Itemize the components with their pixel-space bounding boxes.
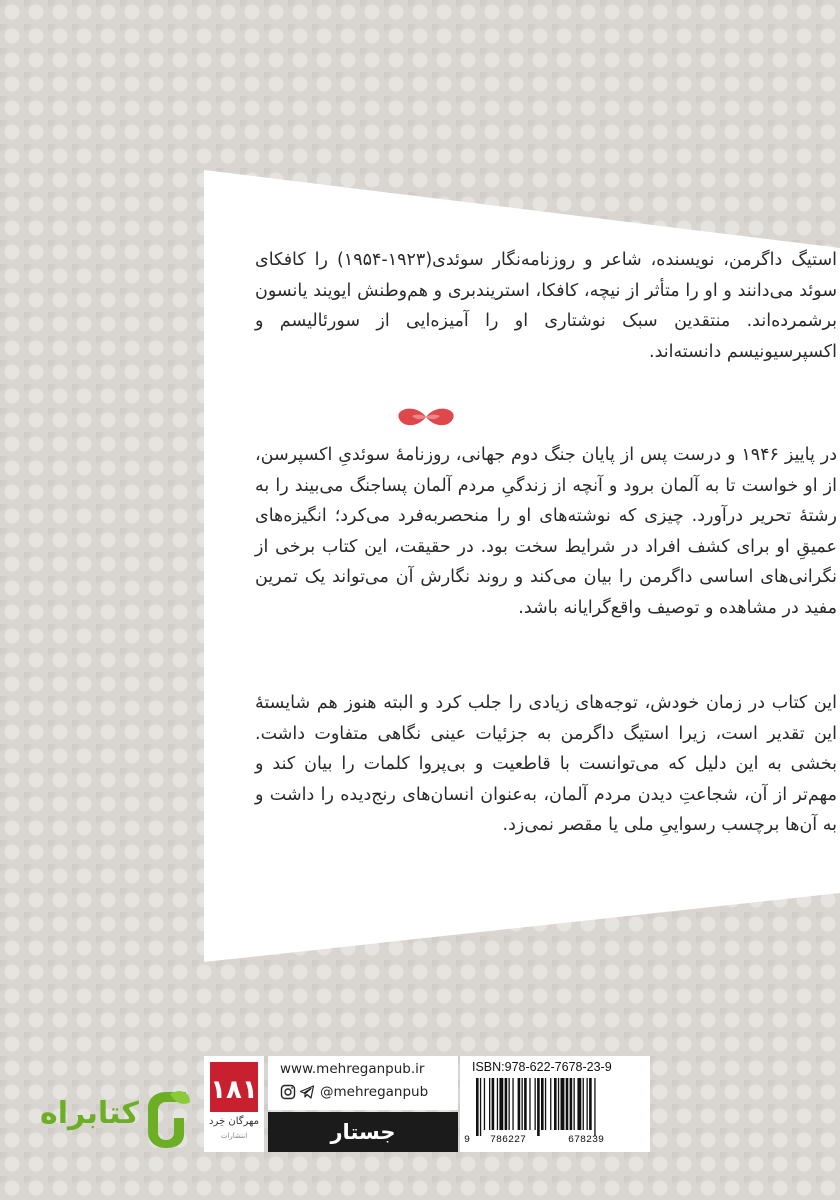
publisher-handle[interactable]: @mehreganpub bbox=[320, 1084, 429, 1100]
publisher-logo-name: مهرگان خِرد bbox=[209, 1116, 259, 1127]
instagram-icon[interactable] bbox=[280, 1084, 296, 1100]
ketabrah-wordmark: کتابراه bbox=[40, 1096, 139, 1131]
social-links-row bbox=[280, 1084, 428, 1100]
ketabrah-leaf-icon bbox=[140, 1088, 192, 1148]
mehregan-logo-mark-icon bbox=[210, 1062, 258, 1112]
publisher-logo-subtitle: انتشارات bbox=[220, 1132, 248, 1140]
barcode-lead-digit: 9 bbox=[464, 1135, 471, 1146]
barcode-box bbox=[460, 1056, 650, 1152]
series-name-bar: جستار bbox=[268, 1112, 458, 1152]
lotus-ornament-icon bbox=[396, 406, 456, 428]
publisher-logo bbox=[204, 1056, 264, 1152]
paragraph-text: در پاییز ۱۹۴۶ و درست پس از پایان جنگ دوم جهانی، روزنامهٔ سوئدیِ اکسپرسن، از او خواست تا به آلمان برود و آنچه از زندگیِ مردم آلمان پساجنگ می‌بیند را به رشتهٔ تحریر درآورد. چیزی که نوشته‌های او را منحصربه‌فرد می‌کرد؛ انگیزه‌های عمیقِ او برای کشف افراد در شرایط سخت بود. در حقیقت، این کتاب برخی از نگرانی‌های اساسی داگرمن را بیان می‌کند و روند نگارش آن می‌تواند یک تمرین مفید در مشاهده و توصیف واقع‌گرایانه باشد. bbox=[255, 445, 837, 618]
logo-mark-text: ۱۸۱ bbox=[210, 1075, 258, 1105]
paragraph-text: این کتاب در زمان خودش، توجه‌های زیادی را جلب کرد و البته هنوز هم شایستهٔ این تقدیر است، زیرا استیگ داگرمن به جزئیات عینی نگاهی متفاوت داشت. بخشی به این دلیل که می‌توانست با قاطعیت و بی‌پروا کلمات را بیان کند و مهم‌تر از آن، شجاعتِ دیدن مردم آلمان، به‌عنوان انسان‌های رنج‌دیده را داشت و به آن‌ها برچسب رسواییِ ملی یا مقصر نمی‌زد. bbox=[255, 693, 837, 835]
barcode-digits-left: 786227 bbox=[490, 1135, 527, 1146]
publisher-website[interactable]: www.mehreganpub.ir bbox=[280, 1061, 425, 1077]
author-intro-paragraph bbox=[255, 245, 837, 367]
telegram-icon[interactable] bbox=[299, 1084, 315, 1100]
barcode-digits-right: 678239 bbox=[568, 1135, 605, 1146]
publisher-contact-card bbox=[268, 1056, 458, 1110]
ketabrah-store-logo bbox=[40, 1088, 190, 1152]
isbn-text: ISBN:978-622-7678-23-9 bbox=[472, 1060, 612, 1074]
book-context-paragraph bbox=[255, 440, 837, 623]
barcode-image bbox=[474, 1078, 644, 1136]
book-reception-paragraph bbox=[255, 688, 837, 841]
paragraph-text: استیگ داگرمن، نویسنده، شاعر و روزنامه‌نگار سوئدی(۱۹۲۳-۱۹۵۴) را کافکای سوئد می‌دانند و او را متأثر از نیچه، کافکا، استریندبری و هم‌وطنش ایویند یانسون برشمرده‌اند. منتقدین سبک نوشتاری او را آمیزه‌ایی از سورئالیسم و اکسپرسیونیسم دانسته‌اند. bbox=[255, 250, 837, 362]
